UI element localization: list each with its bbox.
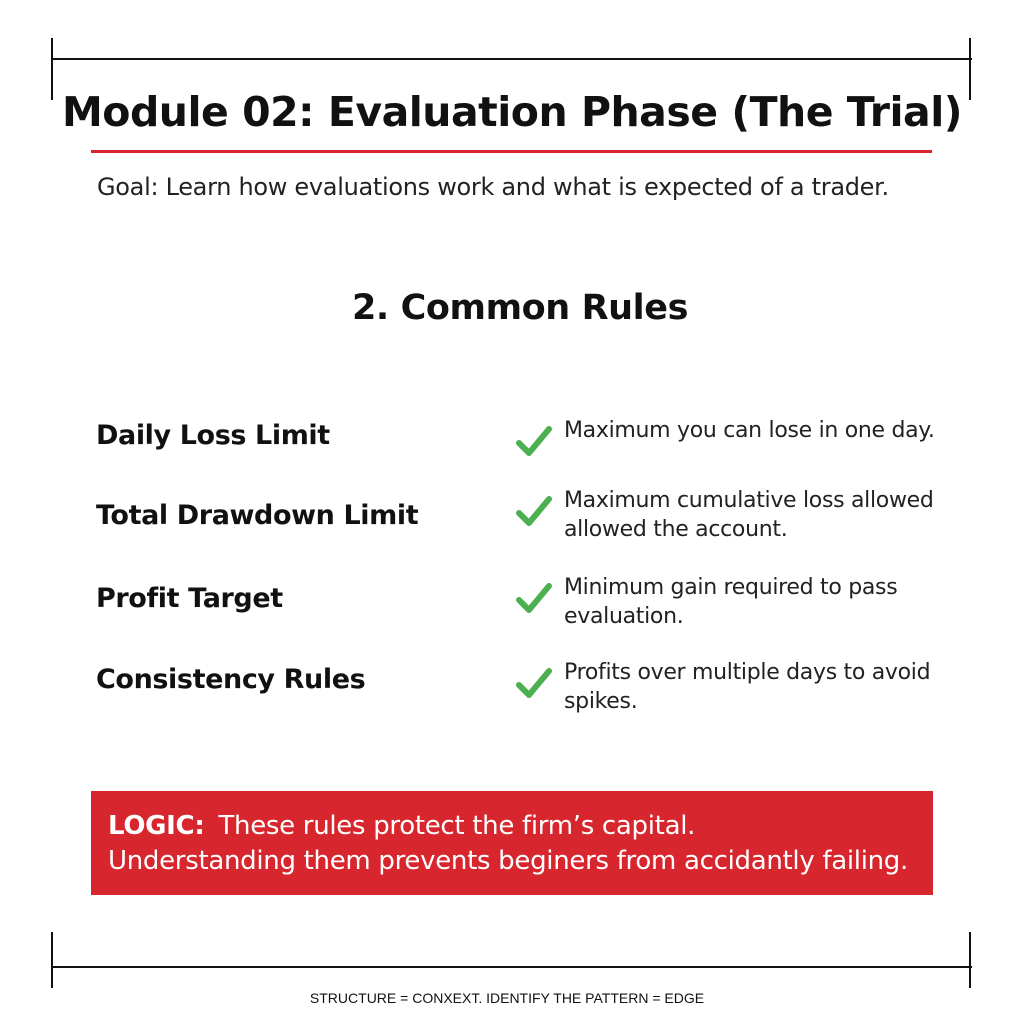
rule-name: Consistency Rules	[96, 664, 366, 695]
rule-name: Daily Loss Limit	[96, 420, 330, 451]
check-icon	[516, 494, 552, 528]
rule-description: Minimum gain required to pass evaluation.	[564, 575, 898, 629]
rule-name: Total Drawdown Limit	[96, 500, 419, 531]
logic-text-1: These rules protect the firm’s capital.	[218, 811, 696, 841]
goal-text: Goal: Learn how evaluations work and what is expected of a trader.	[97, 173, 889, 201]
logic-label: LOGIC:	[108, 811, 205, 841]
rule-row	[96, 490, 956, 560]
page-title: Module 02: Evaluation Phase (The Trial)	[61, 88, 963, 136]
rule-row	[96, 577, 956, 647]
rule-row	[96, 662, 956, 732]
rule-row	[96, 420, 956, 490]
check-icon	[516, 666, 552, 700]
rule-description: Profits over multiple days to avoid spikes.	[564, 660, 931, 714]
bottom-right-tick	[969, 932, 971, 988]
section-heading: 2. Common Rules	[351, 288, 689, 328]
rule-name: Profit Target	[96, 583, 283, 614]
logic-line-1	[108, 809, 933, 844]
title-underline	[91, 150, 932, 153]
bottom-frame-line	[52, 966, 972, 968]
check-icon	[516, 581, 552, 615]
check-icon	[516, 424, 552, 458]
top-frame-line	[52, 58, 972, 60]
bottom-left-tick	[51, 932, 53, 988]
logic-text-2: Understanding them prevents beginers from accidantly failing.	[108, 846, 908, 876]
rule-description: Maximum cumulative loss allowed allowed the account.	[564, 488, 934, 542]
logic-callout	[91, 791, 933, 895]
rule-description: Maximum you can lose in one day.	[564, 418, 935, 443]
footer-tagline: STRUCTURE = CONXEXT. IDENTIFY THE PATTERN = EDGE	[309, 990, 705, 1006]
